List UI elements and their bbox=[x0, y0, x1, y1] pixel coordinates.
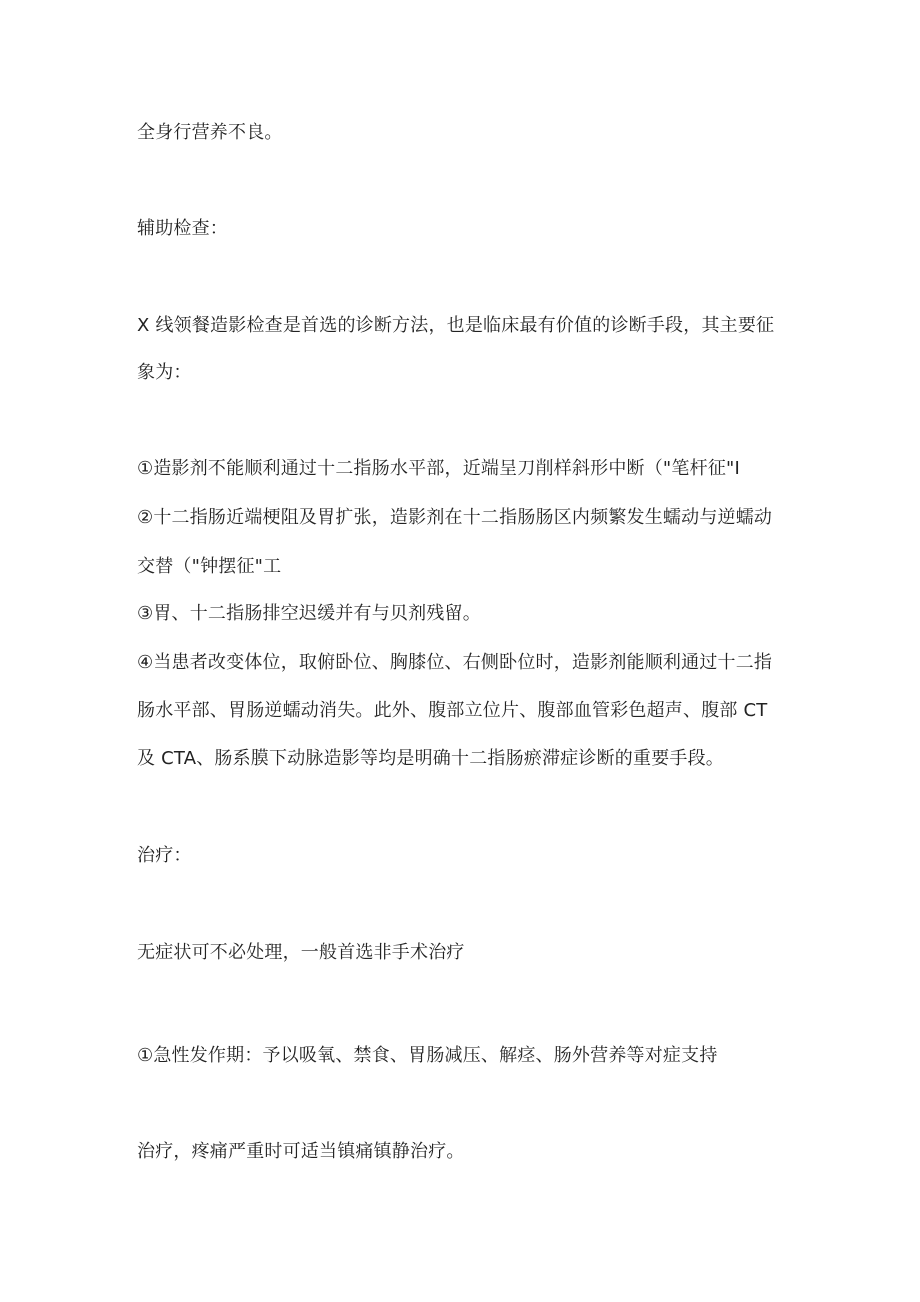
paragraph-acute-line-2: 治疗，疼痛严重时可适当镇痛镇静治疗。 bbox=[137, 1141, 465, 1162]
paragraph-nutrition: 全身行营养不良。 bbox=[137, 122, 283, 143]
sign-4-line-1: ④当患者改变体位，取俯卧位、胸膝位、右侧卧位时，造影剂能顺利通过十二指 bbox=[137, 652, 773, 673]
sign-4-line-3: 及 CTA、肠系膜下动脉造影等均是明确十二指肠瘀滞症诊断的重要手段。 bbox=[137, 748, 724, 769]
sign-1-line: ①造影剂不能顺利通过十二指肠水平部，近端呈刀削样斜形中断（"笔杆征"I bbox=[137, 458, 741, 479]
paragraph-xray-line-1: X 线领餐造影检查是首选的诊断方法，也是临床最有价值的诊断手段，其主要征 bbox=[137, 315, 775, 336]
sign-4-line-2: 肠水平部、胃肠逆蠕动消失。此外、腹部立位片、腹部血管彩色超声、腹部 CT bbox=[137, 700, 768, 721]
sign-2-line-2: 交替（"钟摆征"工 bbox=[137, 556, 282, 577]
paragraph-xray-line-2: 象为： bbox=[137, 362, 192, 383]
heading-treatment: 治疗： bbox=[137, 845, 192, 866]
heading-auxiliary-exam: 辅助检查： bbox=[137, 218, 228, 239]
sign-3-line: ③胃、十二指肠排空迟缓并有与贝剂残留。 bbox=[137, 603, 481, 624]
sign-2-line-1: ②十二指肠近端梗阻及胃扩张，造影剂在十二指肠肠区内频繁发生蠕动与逆蠕动 bbox=[137, 507, 773, 528]
paragraph-acute-line-1: ①急性发作期：予以吸氧、禁食、胃肠减压、解痉、肠外营养等对症支持 bbox=[137, 1045, 718, 1066]
paragraph-treatment-intro: 无症状可不必处理，一般首选非手术治疗 bbox=[137, 942, 465, 963]
